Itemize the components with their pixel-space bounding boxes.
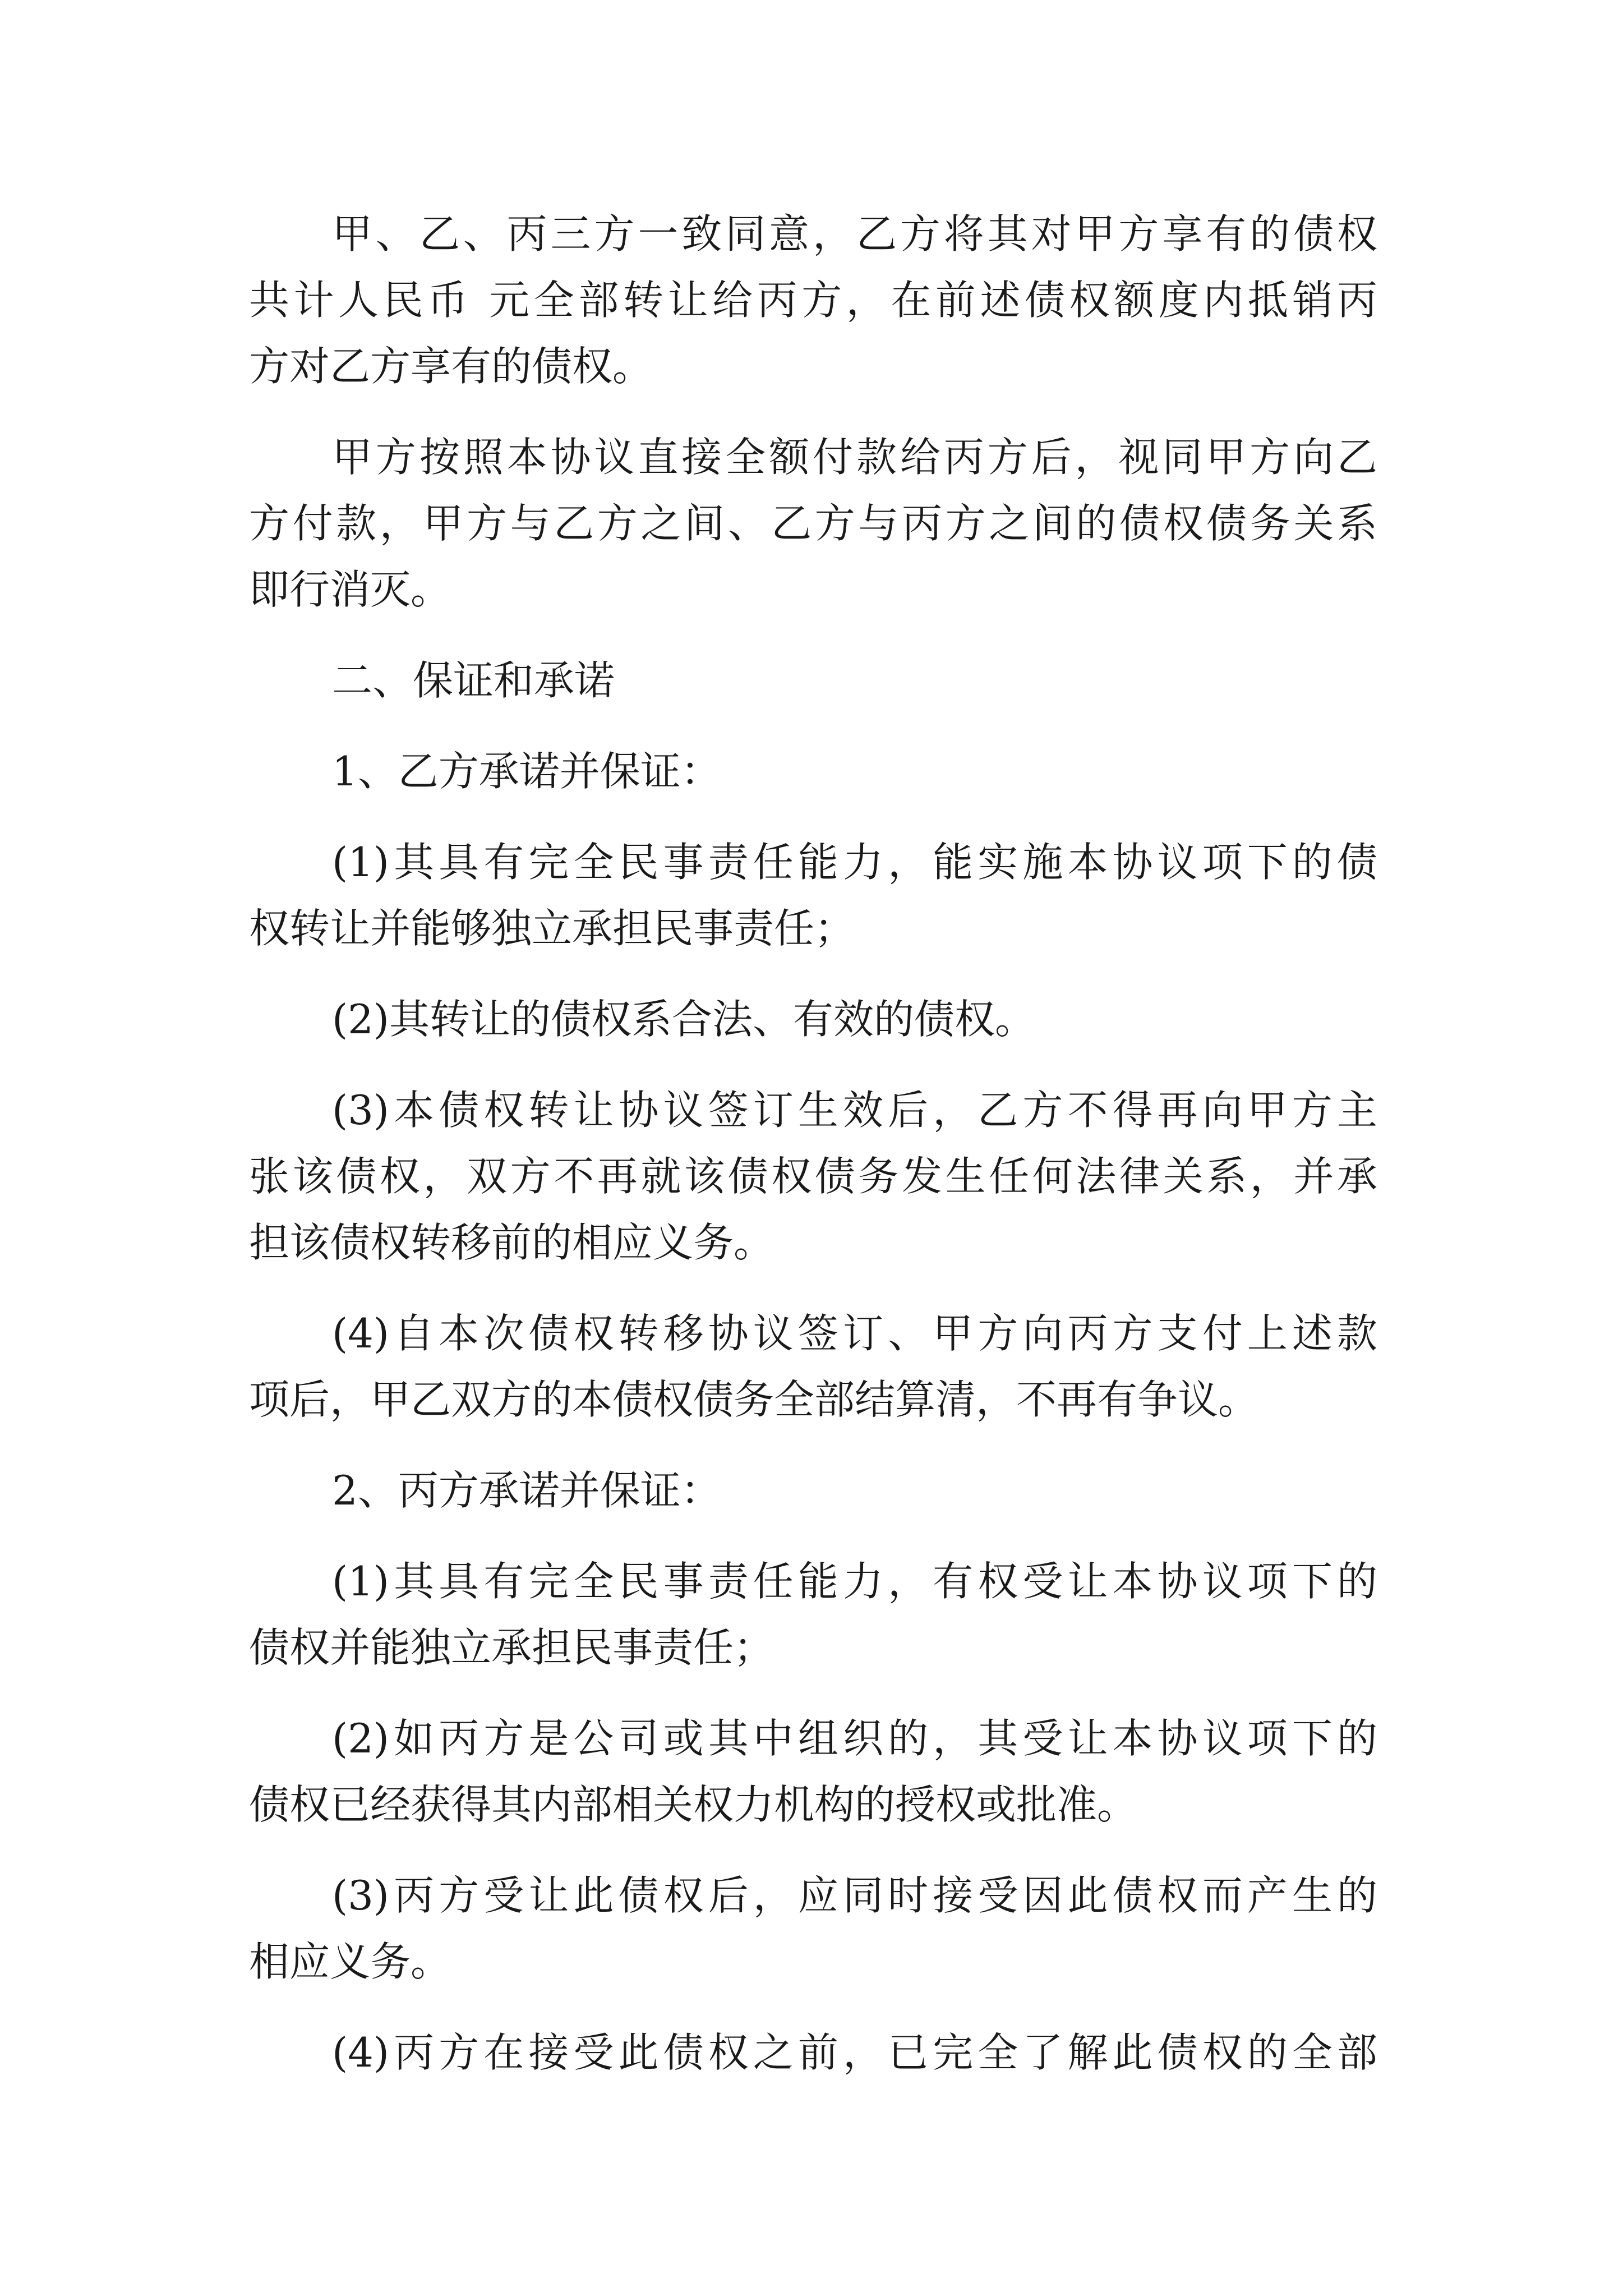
text-line: (3)丙方受让此债权后，应同时接受因此债权而产生的	[332, 1872, 1377, 1919]
text-line: 二、保证和承诺	[332, 657, 615, 704]
clause-item	[249, 1300, 1377, 1433]
text-line: (1)其具有完全民事责任能力，有权受让本协议项下的	[332, 1558, 1377, 1605]
clause-item	[249, 1705, 1377, 1838]
text-line: 方对乙方享有的债权。	[249, 343, 653, 390]
document-body	[249, 201, 1377, 2086]
text-line: 债权已经获得其内部相关权力机构的授权或批准。	[249, 1781, 1138, 1828]
clause-item	[249, 1862, 1377, 1995]
subsection-heading	[249, 1457, 1377, 1524]
text-line: (2)如丙方是公司或其中组织的，其受让本协议项下的	[332, 1715, 1377, 1762]
text-line: 项后，甲乙双方的本债权债务全部结算清，不再有争议。	[249, 1376, 1259, 1423]
paragraph	[249, 201, 1377, 399]
text-line: 1、乙方承诺并保证：	[332, 748, 721, 795]
text-line: 方付款，甲方与乙方之间、乙方与丙方之间的债权债务关系	[249, 500, 1377, 547]
text-line: 担该债权转移前的相应义务。	[249, 1219, 774, 1266]
section-heading	[249, 647, 1377, 714]
text-line: 甲方按照本协议直接全额付款给丙方后，视同甲方向乙	[332, 434, 1377, 481]
clause-item	[249, 1077, 1377, 1276]
text-line: (4)自本次债权转移协议签订、甲方向丙方支付上述款	[332, 1310, 1377, 1357]
text-line: (4)丙方在接受此债权之前，已完全了解此债权的全部	[332, 2029, 1377, 2076]
subsection-heading	[249, 738, 1377, 804]
text-line: (1)其具有完全民事责任能力，能实施本协议项下的债	[332, 839, 1377, 886]
clause-item	[249, 1548, 1377, 1681]
text-line: 2、丙方承诺并保证：	[332, 1467, 721, 1514]
clause-item	[249, 986, 1377, 1052]
clause-item	[249, 829, 1377, 961]
text-line: (3)本债权转让协议签订生效后，乙方不得再向甲方主	[332, 1087, 1377, 1134]
text-line: 相应义务。	[249, 1938, 451, 1985]
text-line: 张该债权，双方不再就该债权债务发生任何法律关系，并承	[249, 1153, 1377, 1200]
text-line: 即行消灭。	[249, 566, 451, 613]
paragraph	[249, 424, 1377, 623]
clause-item	[249, 2019, 1377, 2086]
text-line: (2)其转让的债权系合法、有效的债权。	[332, 996, 1035, 1043]
text-line: 债权并能独立承担民事责任；	[249, 1624, 774, 1671]
text-line: 共计人民币 元全部转让给丙方，在前述债权额度内抵销丙	[249, 277, 1377, 324]
text-line: 甲、乙、丙三方一致同意，乙方将其对甲方享有的债权	[332, 210, 1377, 257]
text-line: 权转让并能够独立承担民事责任；	[249, 905, 855, 952]
